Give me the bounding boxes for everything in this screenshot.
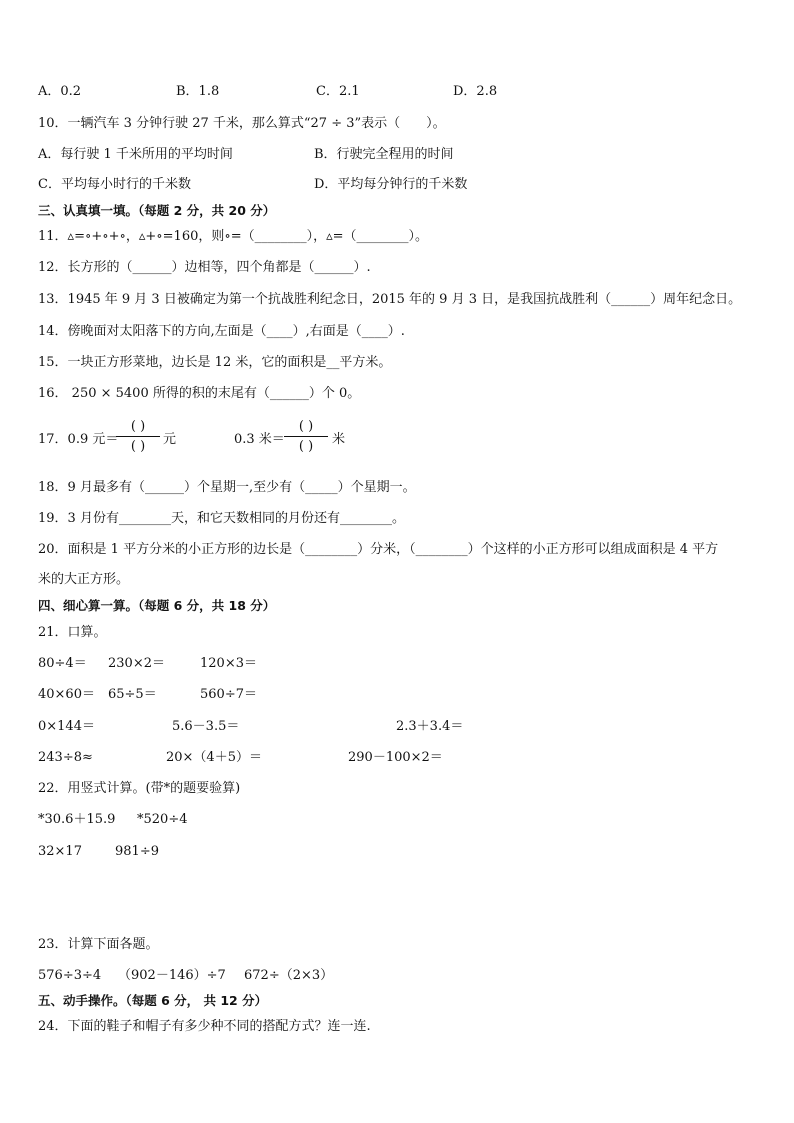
q21-item: 230×2＝: [108, 656, 165, 671]
q21-item: 243÷8≈: [38, 750, 93, 765]
question-13: 13．1945 年 9 月 3 日被确定为第一个抗战胜利纪念日，2015 年的 9 月 3 日，是我国抗战胜利（______）周年纪念日。: [38, 292, 742, 307]
q10-option-b: B．行驶完全程用的时间: [314, 147, 454, 162]
q22-item: 32×17: [38, 844, 82, 859]
q23-item: 576÷3÷4: [38, 968, 102, 983]
q21-item: 80÷4＝: [38, 656, 87, 671]
question-12: 12．长方形的（______）边相等，四个角都是（______）.: [38, 260, 371, 275]
q9-option-c: C．2.1: [316, 84, 360, 99]
question-14: 14．傍晚面对太阳落下的方向,左面是（____）,右面是（____）.: [38, 324, 405, 339]
question-15: 15．一块正方形菜地，边长是 12 米，它的面积是__平方米。: [38, 355, 392, 370]
q17-fraction-1-denominator: ( ): [130, 439, 146, 454]
section-heading-5: 五、动手操作。（每题 6 分， 共 12 分）: [38, 993, 268, 1008]
q22-item: *520÷4: [137, 812, 188, 827]
question-22-title: 22．用竖式计算。(带*的题要验算): [38, 781, 241, 796]
q17-prefix-2: 0.3 米＝: [234, 432, 285, 447]
q21-item: 65÷5＝: [108, 687, 157, 702]
q23-item: （902－146）÷7: [118, 968, 226, 983]
q21-item: 20×（4＋5）＝: [166, 750, 262, 765]
q22-item: 981÷9: [115, 844, 159, 859]
q21-item: 0×144＝: [38, 719, 95, 734]
q21-item: 560÷7＝: [200, 687, 257, 702]
q17-fraction-2-numerator: ( ): [298, 419, 314, 434]
question-20-line-1: 20．面积是 1 平方分米的小正方形的边长是（________）分米，（________）个这样的小正方形可以组成面积是 4 平方: [38, 542, 719, 557]
fraction-bar: [284, 436, 328, 437]
question-11: 11．▵=∘+∘+∘，▵+∘=160，则∘=（________），▵=（________）。: [38, 229, 429, 244]
q17-fraction-2: [284, 418, 328, 455]
q9-option-d: D．2.8: [453, 84, 498, 99]
question-19: 19．3 月份有________天，和它天数相同的月份还有________。: [38, 511, 405, 526]
q9-option-b: B．1.8: [176, 84, 220, 99]
q21-item: 40×60＝: [38, 687, 95, 702]
question-16: 16． 250 × 5400 所得的积的末尾有（______）个 0。: [38, 386, 361, 401]
q21-item: 2.3＋3.4＝: [396, 719, 464, 734]
q21-item: 290－100×2＝: [348, 750, 443, 765]
q17-prefix-1: 17．0.9 元＝: [38, 432, 119, 447]
q23-item: 672÷（2×3）: [244, 968, 334, 983]
q9-option-a: A．0.2: [38, 84, 82, 99]
fraction-bar: [116, 436, 160, 437]
section-heading-3: 三、认真填一填。（每题 2 分，共 20 分）: [38, 203, 276, 218]
q21-item: 120×3＝: [200, 656, 257, 671]
q17-fraction-1-numerator: ( ): [130, 419, 146, 434]
q10-option-a: A．每行驶 1 千米所用的平均时间: [38, 147, 233, 162]
q21-item: 5.6－3.5＝: [172, 719, 240, 734]
question-23-title: 23．计算下面各题。: [38, 937, 159, 952]
question-21-title: 21．口算。: [38, 625, 107, 640]
question-24: 24．下面的鞋子和帽子有多少种不同的搭配方式？连一连.: [38, 1019, 371, 1034]
q17-fraction-1: [116, 418, 160, 455]
q17-unit-1: 元: [163, 432, 177, 447]
q10-option-d: D．平均每分钟行的千米数: [314, 177, 468, 192]
q17-unit-2: 米: [332, 432, 346, 447]
section-heading-4: 四、细心算一算。（每题 6 分，共 18 分）: [38, 598, 276, 613]
question-20-line-2: 米的大正方形。: [38, 572, 130, 587]
q10-stem: 10．一辆汽车 3 分钟行驶 27 千米，那么算式“27 ÷ 3”表示（ ）。: [38, 116, 446, 131]
q10-option-c: C．平均每小时行的千米数: [38, 177, 191, 192]
q17-fraction-2-denominator: ( ): [298, 439, 314, 454]
q22-item: *30.6＋15.9: [38, 812, 116, 827]
question-18: 18．9 月最多有（______）个星期一,至少有（_____）个星期一。: [38, 480, 416, 495]
